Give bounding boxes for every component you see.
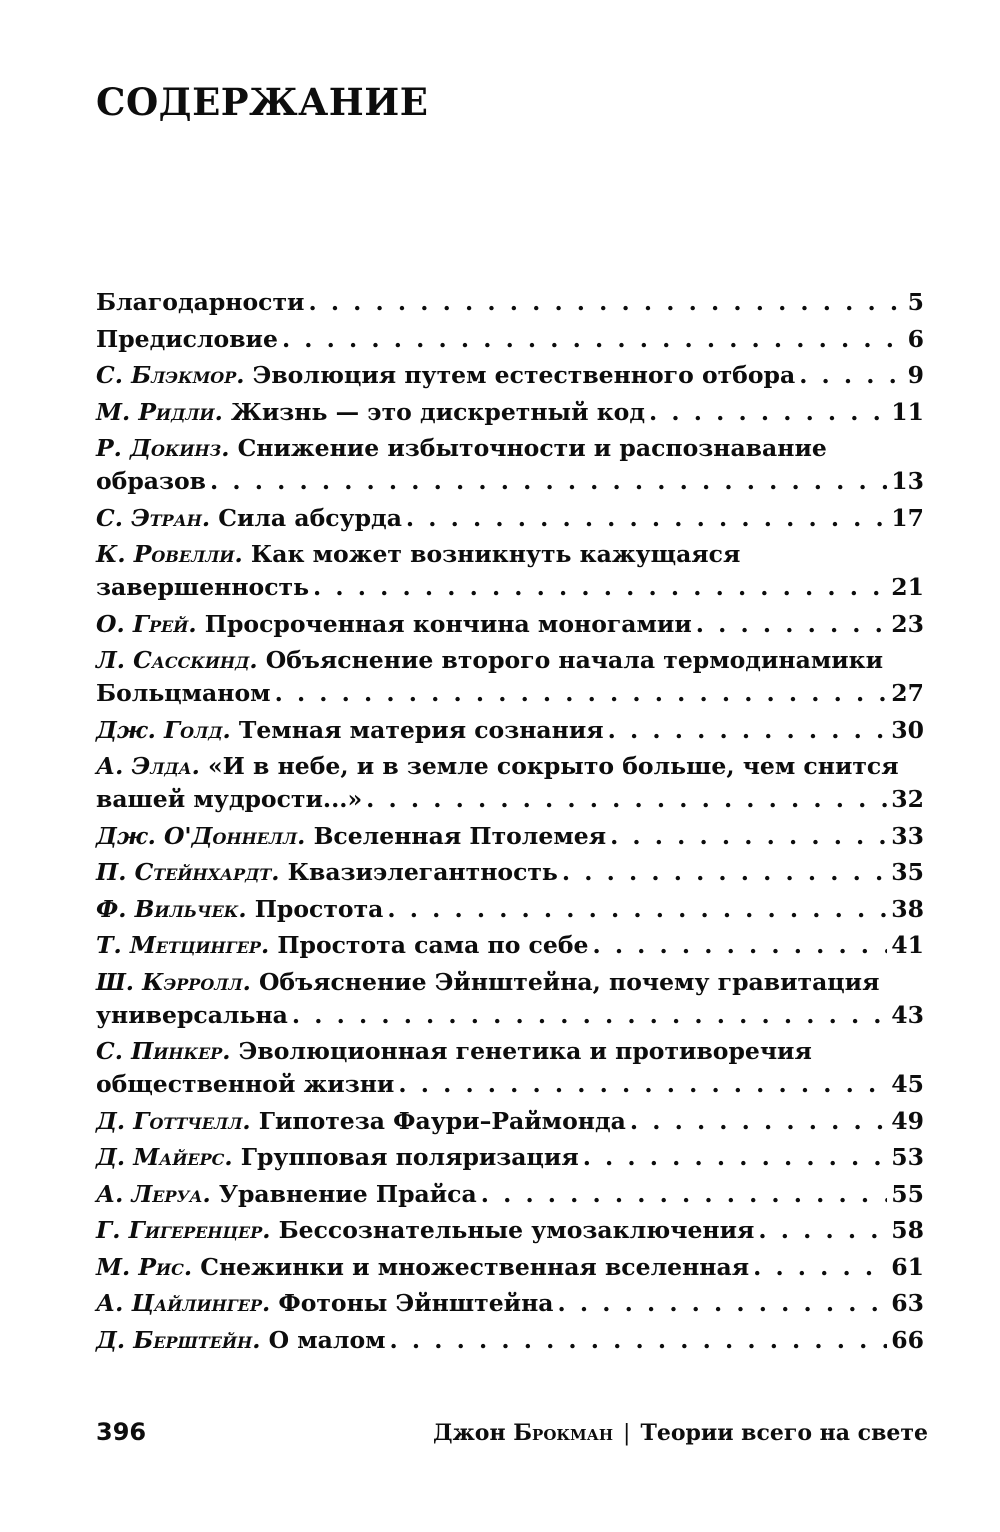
toc-entry[interactable] bbox=[96, 856, 924, 889]
toc-entry[interactable] bbox=[96, 929, 924, 962]
running-footer bbox=[433, 1420, 928, 1446]
toc-entry-page: 30 bbox=[891, 715, 924, 744]
toc-entry-title: Квазиэлегантность bbox=[287, 858, 558, 886]
toc-entry-title: Снижение избыточности и распознавание bbox=[237, 434, 827, 462]
footer-book-title: Теории всего на свете bbox=[640, 1420, 928, 1446]
toc-entry-page: 61 bbox=[891, 1252, 924, 1281]
toc-entry[interactable] bbox=[96, 359, 924, 392]
dot-leader bbox=[630, 1105, 887, 1138]
toc-entry-author: П. Стейнхардт. bbox=[96, 858, 280, 886]
footer-author: Джон Брокман bbox=[433, 1420, 614, 1446]
toc-entry-author: М. Рис. bbox=[96, 1252, 193, 1281]
toc-entry-page: 17 bbox=[891, 503, 924, 532]
toc-entry[interactable] bbox=[96, 1324, 924, 1357]
toc-entry-author: С. Этран. bbox=[96, 503, 211, 532]
toc-entry[interactable] bbox=[96, 1251, 924, 1284]
toc-entry[interactable] bbox=[96, 644, 924, 710]
toc-entry[interactable] bbox=[96, 286, 924, 319]
toc-entry-page: 45 bbox=[891, 1070, 924, 1098]
toc-entry[interactable] bbox=[96, 714, 924, 747]
toc-entry-page: 13 bbox=[891, 467, 924, 495]
dot-leader bbox=[406, 502, 887, 535]
toc-entry-title: Простота сама по себе bbox=[277, 931, 589, 959]
toc-entry[interactable] bbox=[96, 1287, 924, 1320]
toc-entry[interactable] bbox=[96, 323, 924, 356]
dot-leader bbox=[210, 465, 887, 498]
toc-entry-title: Вселенная Птолемея bbox=[313, 821, 607, 850]
toc-entry-author: О. Грей. bbox=[96, 609, 197, 638]
toc-entry-page: 58 bbox=[891, 1216, 924, 1244]
dot-leader bbox=[292, 999, 887, 1032]
toc-entry-page: 53 bbox=[891, 1143, 924, 1171]
toc-entry[interactable] bbox=[96, 396, 924, 429]
dot-leader bbox=[799, 359, 903, 392]
toc-entry[interactable] bbox=[96, 820, 924, 853]
toc-entry-page: 21 bbox=[891, 573, 924, 601]
toc-entry-page: 9 bbox=[907, 361, 924, 389]
toc-entry-page: 49 bbox=[891, 1106, 924, 1135]
toc-entry-author: С. Блэкмор. bbox=[96, 361, 245, 389]
toc-entry[interactable] bbox=[96, 1105, 924, 1138]
toc-entry-page: 27 bbox=[891, 679, 924, 707]
toc-entry-title: Объяснение второго начала термодинамики bbox=[265, 646, 884, 674]
toc-entry-title-end: вашей мудрости...» bbox=[96, 785, 363, 813]
toc-entry-page: 43 bbox=[891, 1000, 924, 1029]
toc-entry[interactable] bbox=[96, 966, 924, 1032]
toc-entry-page: 63 bbox=[891, 1289, 924, 1317]
toc-entry-author: С. Пинкер. bbox=[96, 1037, 231, 1065]
toc-entry-title: Темная материя сознания bbox=[238, 715, 604, 744]
page-footer bbox=[96, 1418, 928, 1446]
dot-leader bbox=[649, 396, 887, 429]
dot-leader bbox=[753, 1251, 887, 1284]
dot-leader bbox=[366, 783, 887, 816]
page-number: 396 bbox=[96, 1418, 147, 1446]
toc-entry[interactable] bbox=[96, 608, 924, 641]
toc-entry[interactable] bbox=[96, 1141, 924, 1174]
dot-leader bbox=[275, 677, 888, 710]
toc-entry-title: Бессознательные умозаключения bbox=[278, 1216, 755, 1244]
toc-entry-author: Г. Гигеренцер. bbox=[96, 1216, 271, 1244]
toc-entry-page: 32 bbox=[891, 785, 924, 813]
dot-leader bbox=[387, 893, 887, 926]
dot-leader bbox=[398, 1068, 887, 1101]
toc-entry[interactable] bbox=[96, 1214, 924, 1247]
toc-entry[interactable] bbox=[96, 432, 924, 498]
toc-entry[interactable] bbox=[96, 750, 924, 816]
toc-entry[interactable] bbox=[96, 502, 924, 535]
toc-entry-title: Благодарности bbox=[96, 288, 305, 316]
toc-entry[interactable] bbox=[96, 1178, 924, 1211]
toc-entry-author: К. Ровелли. bbox=[96, 540, 243, 568]
dot-leader bbox=[696, 608, 888, 641]
toc-entry-page: 5 bbox=[907, 288, 924, 316]
toc-entry-title: Эволюция путем естественного отбора bbox=[252, 361, 796, 389]
toc-entry[interactable] bbox=[96, 893, 924, 926]
toc-entry-author: Дж. Голд. bbox=[96, 715, 231, 744]
toc-entry-title: Как может возникнуть кажущаяся bbox=[250, 540, 741, 568]
toc-entry-title: Простота bbox=[254, 894, 384, 923]
toc-entry-author: Д. Майерс. bbox=[96, 1143, 233, 1171]
toc-entry-title: Жизнь — это дискретный код bbox=[231, 397, 646, 426]
toc-entry-title: Объяснение Эйнштейна, почему гравитация bbox=[258, 967, 880, 996]
dot-leader bbox=[282, 323, 904, 356]
toc-entry-title: Фотоны Эйнштейна bbox=[278, 1289, 554, 1317]
dot-leader bbox=[610, 820, 887, 853]
toc-entry-title: Уравнение Прайса bbox=[218, 1179, 477, 1208]
dot-leader bbox=[583, 1141, 888, 1174]
toc-entry-page: 55 bbox=[891, 1179, 924, 1208]
toc-entry[interactable] bbox=[96, 1035, 924, 1101]
toc-entry-page: 6 bbox=[907, 324, 924, 353]
dot-leader bbox=[390, 1324, 888, 1357]
toc-entry-page: 11 bbox=[891, 397, 924, 426]
toc-entry-author: Л. Сасскинд. bbox=[96, 646, 258, 674]
dot-leader bbox=[758, 1214, 887, 1247]
toc-entry-page: 33 bbox=[891, 821, 924, 850]
dot-leader bbox=[592, 929, 887, 962]
footer-separator: | bbox=[623, 1421, 631, 1446]
toc-entry-author: Дж. О'Доннелл. bbox=[96, 821, 306, 850]
toc-entry-title: Групповая поляризация bbox=[240, 1143, 579, 1171]
dot-leader bbox=[308, 286, 903, 319]
toc-entry-title-end: универсальна bbox=[96, 1000, 288, 1029]
toc-entry-page: 23 bbox=[891, 609, 924, 638]
dot-leader bbox=[481, 1178, 888, 1211]
toc-entry-author: Ш. Кэрролл. bbox=[96, 967, 251, 996]
page-title: СОДЕРЖАНИЕ bbox=[96, 80, 429, 124]
toc-entry-title-end: общественной жизни bbox=[96, 1070, 395, 1098]
toc-entry-page: 66 bbox=[891, 1325, 924, 1354]
toc-entry-page: 35 bbox=[891, 858, 924, 886]
toc-entry-title: Гипотеза Фаури–Раймонда bbox=[258, 1106, 626, 1135]
toc-entry-page: 38 bbox=[891, 894, 924, 923]
toc-entry-author: Д. Берштейн. bbox=[96, 1325, 261, 1354]
toc-entry-title: Просроченная кончина моногамии bbox=[204, 609, 692, 638]
toc-entry[interactable] bbox=[96, 538, 924, 604]
toc-entry-author: М. Ридли. bbox=[96, 397, 223, 426]
toc-entry-author: Ф. Вильчек. bbox=[96, 894, 247, 923]
toc-entry-author: Р. Докинз. bbox=[96, 434, 230, 462]
toc-entry-title-end: Больцманом bbox=[96, 679, 271, 707]
toc-entry-title-end: образов bbox=[96, 467, 207, 495]
dot-leader bbox=[313, 571, 887, 604]
dot-leader bbox=[562, 856, 887, 889]
toc-entry-title: Предисловие bbox=[96, 324, 278, 353]
toc-entry-title-end: завершенность bbox=[96, 573, 310, 601]
toc-entry-title: Снежинки и множественная вселенная bbox=[200, 1252, 750, 1281]
toc-entry-author: Т. Метцингер. bbox=[96, 931, 270, 959]
dot-leader bbox=[558, 1287, 888, 1320]
toc-entry-author: А. Элда. bbox=[96, 752, 200, 780]
toc-entry-author: А. Леруа. bbox=[96, 1179, 211, 1208]
table-of-contents bbox=[96, 286, 924, 1360]
dot-leader bbox=[608, 714, 888, 747]
toc-entry-title: Эволюционная генетика и противоречия bbox=[238, 1037, 812, 1065]
toc-entry-title: «И в небе, и в земле сокрыто больше, чем снится bbox=[207, 752, 899, 780]
toc-entry-title: Сила абсурда bbox=[218, 503, 402, 532]
toc-entry-title: О малом bbox=[268, 1325, 386, 1354]
toc-entry-author: Д. Готтчелл. bbox=[96, 1106, 251, 1135]
toc-entry-author: А. Цайлингер. bbox=[96, 1289, 271, 1317]
toc-entry-page: 41 bbox=[891, 931, 924, 959]
